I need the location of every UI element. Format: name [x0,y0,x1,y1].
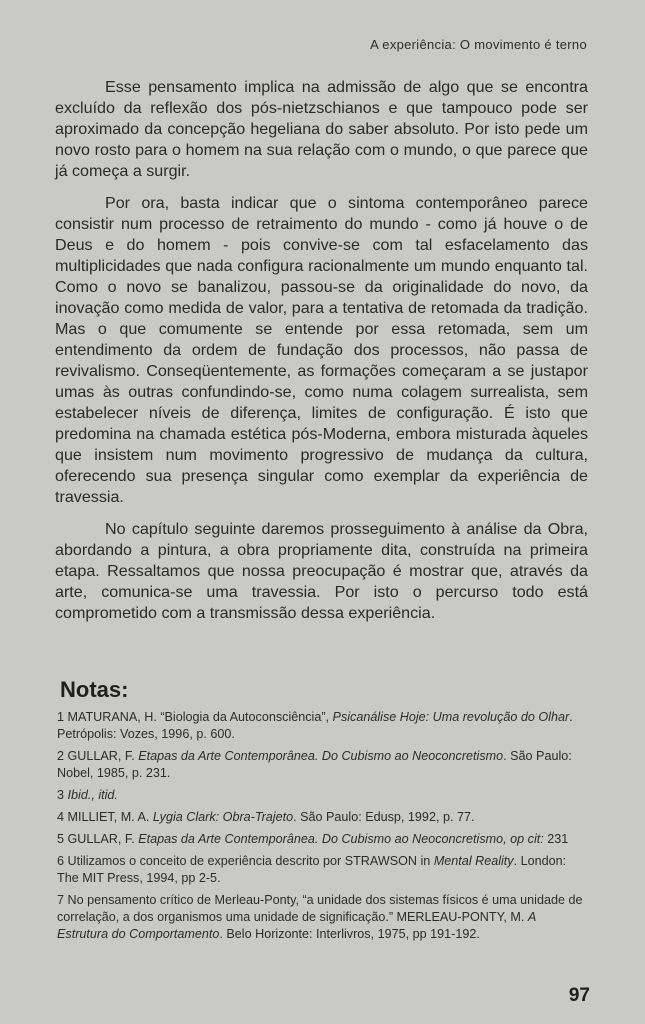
note-1-tail: . Petrópolis: Vozes, 1996, p. 600. [57,710,573,741]
note-5-italic: Etapas da Arte Contemporânea. Do Cubismo ao Neoconcretismo, op cit: [138,832,544,846]
note-7-italic: A Estrutura do Comportamento [57,910,536,941]
note-3-text: 3 [57,788,68,802]
paragraph-3: No capítulo seguinte daremos prosseguimento à análise da Obra, abordando a pintura, a obra propriamente dita, construída na primeira etapa. Ressaltamos que nossa preocupação é mostrar que, através da arte, comunica-se uma travessia. Por isto o percurso todo está comprometido com a transmissão dessa experiência. [55,520,588,622]
page-number: 97 [568,985,590,1006]
note-6-text: 6 Utilizamos o conceito de experiência descrito por STRAWSON in [57,854,434,868]
paragraph-1: Esse pensamento implica na admissão de algo que se encontra excluído da reflexão dos pós-nietzschianos e que tampouco pode ser aproximado da concepção hegeliana do saber absoluto. Por isto pede um novo rosto para o homem na sua relação com o mundo, o que parece que já começa a surgir. [55,78,588,180]
note-2-tail: . São Paulo: Nobel, 1985, p. 231. [57,749,572,780]
note-2 [57,748,587,782]
note-7-text: 7 No pensamento crítico de Merleau-Ponty, “a unidade dos sistemas físicos é uma unidade de correlação, a dos organismos uma unidade de significação.” MERLEAU-PONTY, M. [57,893,583,924]
note-2-text: 2 GULLAR, F. [57,749,139,763]
note-6-tail: . London: The MIT Press, 1994, pp 2-5. [57,854,567,885]
note-5-text: 5 GULLAR, F. [57,832,139,846]
note-6 [57,853,587,887]
paragraph-2: Por ora, basta indicar que o sintoma contemporâneo parece consistir num processo de retraimento do mundo - como já houve o de Deus e do homem - pois convive-se com tal esfacelamento das multiplicidades que nada configura racionalmente um mundo enquanto tal. Como o novo se banalizou, passou-se da originalidade do novo, da inovação como medida de valor, para a tentativa de retomada da tradição. Mas o que comumente se entende por essa retomada, sem um entendimento da ordem de fundação dos processos, não passa de revivalismo. Conseqüentemente, as formações começaram a se justapor umas às outras confundindo-se, como numa colagem surrealista, sem estabelecer níveis de diferença, limites de configuração. É isto que predomina na chamada estética pós-Moderna, embora misturada àqueles que insistem num movimento progressivo de mudança da cultura, oferecendo sua presença singular como exemplar da experiência de travessia. [55,194,588,506]
notes-heading: Notas: [60,677,129,702]
note-2-italic: Etapas da Arte Contemporânea. Do Cubismo ao Neoconcretismo [138,749,504,763]
note-4-italic: Lygia Clark: Obra-Trajeto [152,810,294,824]
note-7 [57,892,587,943]
note-4-tail: . São Paulo: Edusp, 1992, p. 77. [293,810,475,824]
note-5 [57,831,587,848]
notes-list [57,709,587,948]
note-1-italic: Psicanálise Hoje: Uma revolução do Olhar [332,710,570,724]
note-3-italic: Ibid., itid. [67,788,118,802]
note-5-tail: 231 [543,832,569,846]
running-header: A experiência: O movimento é terno [370,37,587,52]
note-4 [57,809,587,826]
note-3 [57,787,587,804]
note-4-text: 4 MILLIET, M. A. [57,810,153,824]
note-1-text: 1 MATURANA, H. “Biologia da Autoconsciência”, [57,710,333,724]
note-6-italic: Mental Reality [433,854,514,868]
body-text [55,77,588,635]
note-1 [57,709,587,743]
note-7-tail: . Belo Horizonte: Interlivros, 1975, pp 191-192. [219,927,480,941]
